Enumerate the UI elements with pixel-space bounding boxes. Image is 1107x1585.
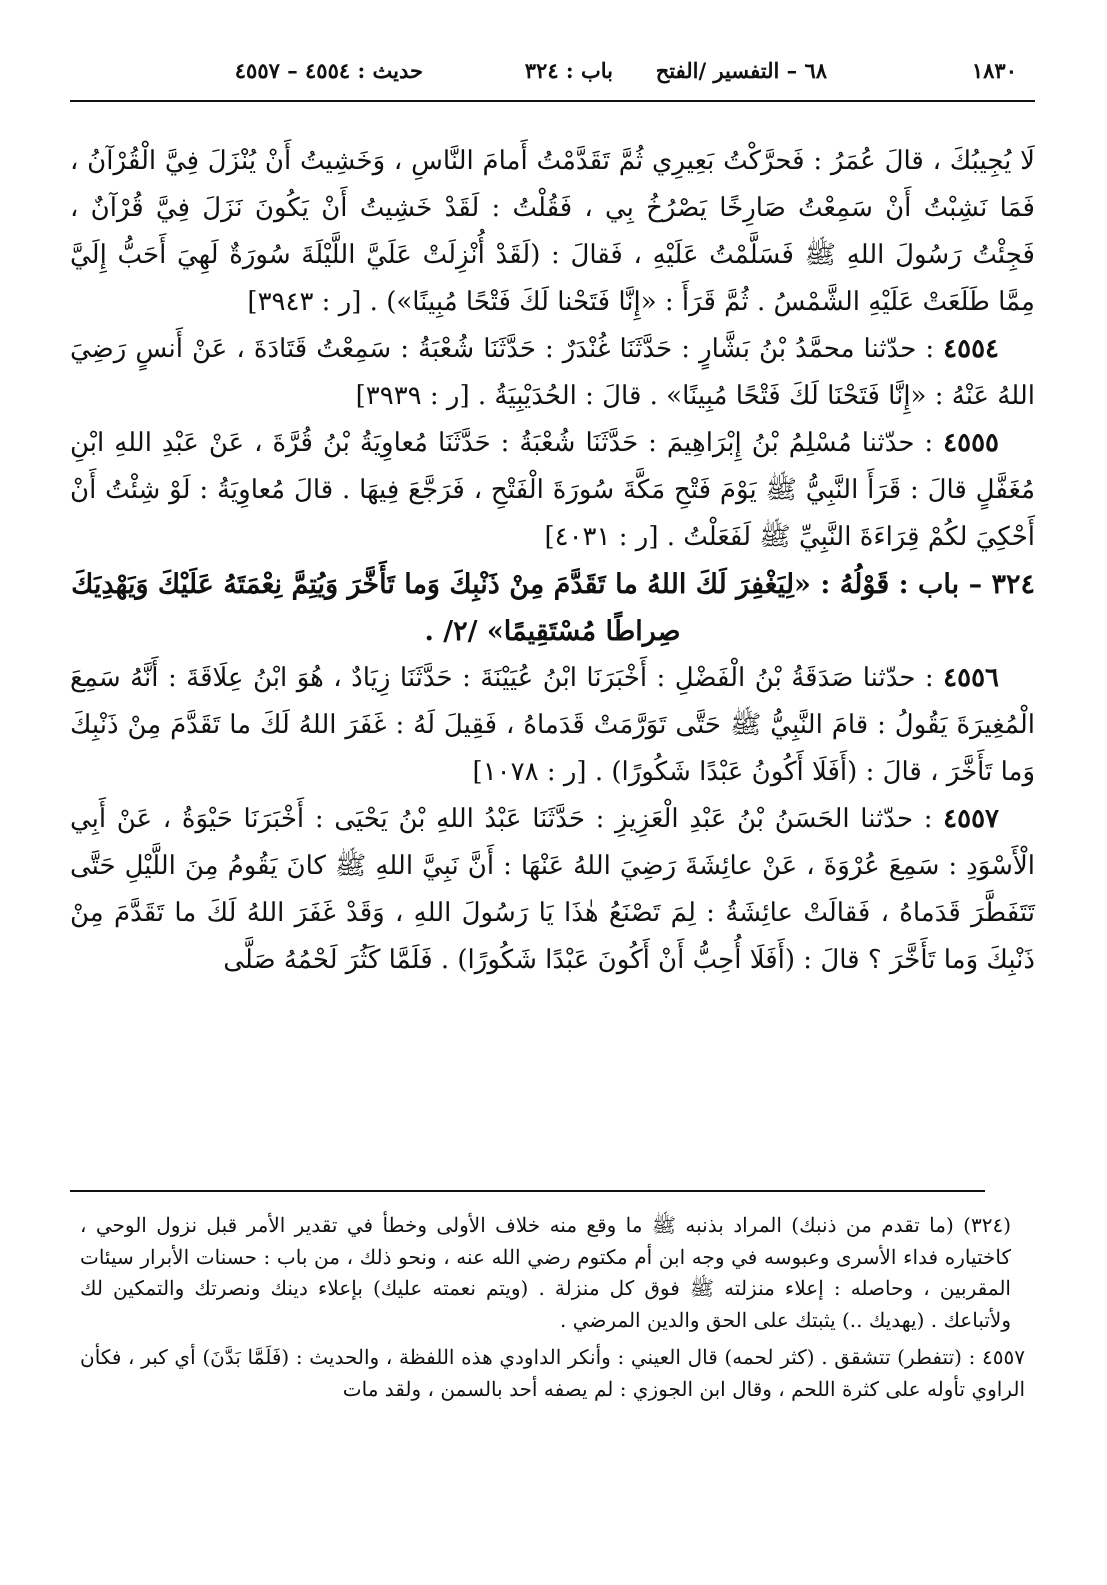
footnote-divider <box>70 1190 985 1192</box>
header-divider <box>70 100 1035 102</box>
hadith-range: حديث : ٤٥٥٤ – ٤٥٥٧ <box>234 58 423 83</box>
hadith-text: : حدّثنا الحَسَنُ بْنُ عَبْدِ الْعَزِيزِ : حَدَّثَنَا عَبْدُ اللهِ بْنُ يَحْيَى : أَخْبَرَنَا حَيْوَةُ ، عَنْ أَبِي الْأَسْوَدِ : سَمِعَ عُرْوَةَ ، عَنْ عائِشَةَ رَضِيَ اللهُ عَنْهَا : أَنَّ نَبِيَّ اللهِ ﷺ كانَ يَقُومُ مِنَ اللَّيْلِ حَتَّى تَتَفَطَّرَ قَدَماهُ ، فَقالَتْ عائِشَةُ : لِمَ تَصْنَعُ هٰذَا يَا رَسُولَ اللهِ ، وَقَدْ غَفَرَ اللهُ لَكَ ما تَقَدَّمَ مِنْ ذَنْبِكَ وَما تَأَخَّرَ ؟ قالَ : (أَفَلَا أُحِبُّ أَنْ أَكُونَ عَبْدًا شَكُورًا) . فَلَمَّا كَثُرَ لَحْمُهُ صَلَّى <box>70 804 1035 975</box>
hadith-number: ٤٥٥٦ <box>943 663 999 693</box>
footnotes <box>80 1210 1025 1405</box>
opening-paragraph: لَا يُجِيبُكَ ، قالَ عُمَرُ : فَحرَّكْتُ بَعِيرِي ثُمَّ تَقَدَّمْتُ أَمامَ النَّاسِ ، وَخَشِيتُ أَنْ يُنْزَلَ فِيَّ الْقُرْآنُ ، فَمَا نَشِبْتُ أَنْ سَمِعْتُ صَارِخًا يَصْرُخُ بِي ، فَقُلْتُ : لَقَدْ خَشِيتُ أَنْ يَكُونَ نَزَلَ فِيَّ قُرْآنٌ ، فَجِئْتُ رَسُولَ اللهِ ﷺ فَسَلَّمْتُ عَلَيْهِ ، فَقالَ : (لَقَدْ أُنْزِلَتْ عَلَيَّ اللَّيْلَةَ سُورَةٌ لَهِيَ أَحَبُّ إِلَيَّ مِمَّا طَلَعَتْ عَلَيْهِ الشَّمْسُ . ثُمَّ قَرَأَ : «إِنَّا فَتَحْنا لَكَ فَتْحًا مُبِينًا») . [ر : ٣٩٤٣] <box>70 146 1035 317</box>
hadith-4555 <box>70 420 1035 561</box>
chapter-reference: باب : ٣٢٤ <box>524 58 613 83</box>
running-header <box>70 52 1035 92</box>
chapter-heading: ٣٢٤ – باب : قَوْلُهُ : «لِيَغْفِرَ لَكَ اللهُ ما تَقَدَّمَ مِنْ ذَنْبِكَ وَما تَأَخَّرَ وَيُتِمَّ نِعْمَتَهُ عَلَيْكَ وَيَهْدِيَكَ <box>71 569 1035 600</box>
hadith-text: : حدّثنا محمَّدُ بْنُ بَشَّارٍ : حَدَّثَنَا غُنْدَرٌ : حَدَّثَنَا شُعْبَةُ : سَمِعْتُ قَتَادَةَ ، عَنْ أَنسٍ رَضِيَ اللهُ عَنْهُ : «إِنَّا فَتَحْنَا لَكَ فَتْحًا مُبِينًا» . قالَ : الحُدَيْبِيَةُ . [ر : ٣٩٣٩] <box>70 334 1035 411</box>
footnote-hadith-4557: ٤٥٥٧ : (تتفطر) تتشقق . (كثر لحمه) قال العيني : وأنكر الداودي هذه اللفظة ، والحديث : (فَلَمَّا بَدَّنَ) أي كبر ، فكأن الراوي تأوله على كثرة اللحم ، وقال ابن الجوزي : لم يصفه أحد بالسمن ، ولقد مات <box>80 1345 1025 1401</box>
hadith-text: : حدّثنا صَدَقَةُ بْنُ الْفَضْلِ : أَخْبَرَنَا ابْنُ عُيَيْنَةَ : حَدَّثَنَا زِيَادٌ ، هُوَ ابْنُ عِلَاقَةَ : أَنَّهُ سَمِعَ الْمُغِيرَةَ يَقُولُ : قامَ النَّبِيُّ ﷺ حَتَّى تَوَرَّمَتْ قَدَماهُ ، فَقِيلَ لَهُ : غَفَرَ اللهُ لَكَ ما تَقَدَّمَ مِنْ ذَنْبِكَ وَما تَأَخَّرَ ، قالَ : (أَفَلَا أَكُونُ عَبْدًا شَكُورًا) . [ر : ١٠٧٨] <box>70 663 1035 787</box>
book-page <box>70 0 1035 1585</box>
footnote-chapter-324: (٣٢٤) (ما تقدم من ذنبك) المراد بذنبه ﷺ ما وقع منه خلاف الأولى وخطأ في تقدير الأمر قبل نزول الوحي ، كاختياره فداء الأسرى وعبوسه في وجه ابن أم مكتوم رضي الله عنه ، ونحو ذلك ، من باب : حسنات الأبرار سيئات المقربين ، وحاصله : إعلاء منزلته ﷺ فوق كل منزلة . (ويتم نعمته عليك) بإعلاء دينك ونصرتك والتمكين لك ولأتباعك . (يهديك ..) يثبتك على الحق والدين المرضي . <box>80 1213 1011 1332</box>
hadith-number: ٤٥٥٥ <box>943 428 999 458</box>
hadith-4556 <box>70 655 1035 796</box>
hadith-number: ٤٥٥٧ <box>943 804 1000 834</box>
hadith-number: ٤٥٥٤ <box>943 334 999 364</box>
hadith-4554 <box>70 326 1035 420</box>
hadith-4557 <box>70 796 1035 984</box>
page-number: ١٨٣٠ <box>971 58 1017 83</box>
main-text <box>70 138 1035 984</box>
chapter-heading-tail: صِراطًا مُسْتَقِيمًا» /٢/ . <box>424 616 681 647</box>
hadith-text: : حدّثنا مُسْلِمُ بْنُ إِبْرَاهِيمَ : حَدَّثَنَا شُعْبَةُ : حَدَّثَنَا مُعاوِيَةُ بْنُ قُرَّةَ ، عَنْ عَبْدِ اللهِ ابْنِ مُغَفَّلٍ قالَ : قَرَأَ النَّبِيُّ ﷺ يَوْمَ فَتْحِ مَكَّةَ سُورَةَ الْفَتْحِ ، فَرَجَّعَ فِيهَا . قالَ مُعاوِيَةُ : لَوْ شِئْتُ أَنْ أَحْكِيَ لكُمْ قِرَاءَةَ النَّبِيِّ ﷺ لَفَعَلْتُ . [ر : ٤٠٣١] <box>70 428 1035 552</box>
book-title: ٦٨ – التفسير /الفتح <box>655 58 827 83</box>
